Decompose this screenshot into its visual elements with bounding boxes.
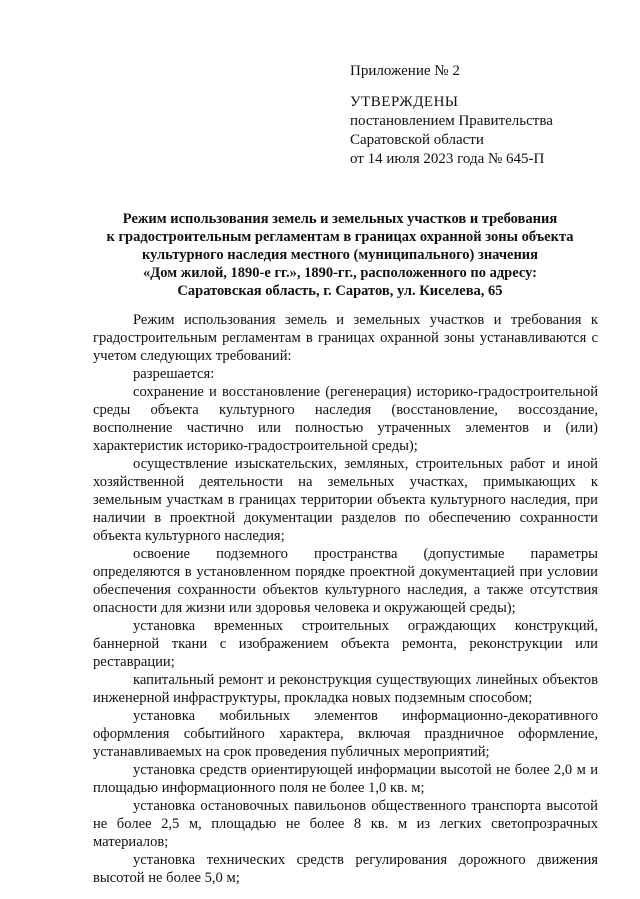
approval-line-3: от 14 июля 2023 года № 645-П xyxy=(350,151,545,167)
paragraph-permitted-heading: разрешается: xyxy=(133,366,215,382)
paragraph-item: освоение подземного пространства (допустимые параметры определяются в установленном порядке проектной документацией при условии обеспечения сохранности объектов культурного наследия, а также отсутствия опасности для жизни или здоровья человека и окружающей среды); xyxy=(93,546,598,616)
annex-number: Приложение № 2 xyxy=(350,63,460,79)
paragraph-item: установка остановочных павильонов общественного транспорта высотой не более 2,5 м, площадью не более 8 кв. м из легких светопрозрачных материалов; xyxy=(93,798,598,850)
paragraph-item: осуществление изыскательских, земляных, строительных работ и иной хозяйственной деятельности на земельных участках, примыкающих к земельным участкам в границах территории объекта культурного наследия, при наличии в проектной документации разделов по обеспечению сохранности объекта культурного наследия; xyxy=(93,456,598,544)
paragraph-intro: Режим использования земель и земельных участков и требования к градостроительным регламентам в границах охранной зоны устанавливаются с учетом следующих требований: xyxy=(93,312,598,364)
document-title xyxy=(80,210,600,300)
title-line: «Дом жилой, 1890-е гг.», 1890-гг., расположенного по адресу: xyxy=(143,265,537,281)
paragraph-item: установка технических средств регулирования дорожного движения высотой не более 5,0 м; xyxy=(93,852,598,886)
approval-line-2: Саратовской области xyxy=(350,132,484,148)
paragraph-item: установка средств ориентирующей информации высотой не более 2,0 м и площадью информационного поля не более 1,0 кв. м; xyxy=(93,762,598,796)
paragraph-item: сохранение и восстановление (регенерация) историко-градостроительной среды объекта культурного наследия (восстановление, воссоздание, восполнение частично или полностью утраченных элементов и (или) характеристик историко-градостроительной среды); xyxy=(93,384,598,454)
document-body xyxy=(93,311,598,887)
title-line: Саратовская область, г. Саратов, ул. Киселева, 65 xyxy=(177,283,503,299)
title-line: культурного наследия местного (муниципального) значения xyxy=(141,247,539,263)
paragraph-item: установка мобильных элементов информационно-декоративного оформления событийного характера, включая праздничное оформление, устанавливаемых на срок проведения публичных мероприятий; xyxy=(93,708,598,760)
approval-block xyxy=(350,62,620,169)
title-line: к градостроительным регламентам в границах охранной зоны объекта xyxy=(106,229,574,245)
approval-line-1: постановлением Правительства xyxy=(350,113,553,129)
paragraph-item: установка временных строительных ограждающих конструкций, баннерной ткани с изображением объекта ремонта, реконструкции или реставрации; xyxy=(93,618,598,670)
title-line: Режим использования земель и земельных участков и требования xyxy=(122,211,558,227)
paragraph-item: капитальный ремонт и реконструкция существующих линейных объектов инженерной инфраструктуры, прокладка новых подземным способом; xyxy=(93,672,598,706)
approved-heading: УТВЕРЖДЕНЫ xyxy=(350,94,459,110)
